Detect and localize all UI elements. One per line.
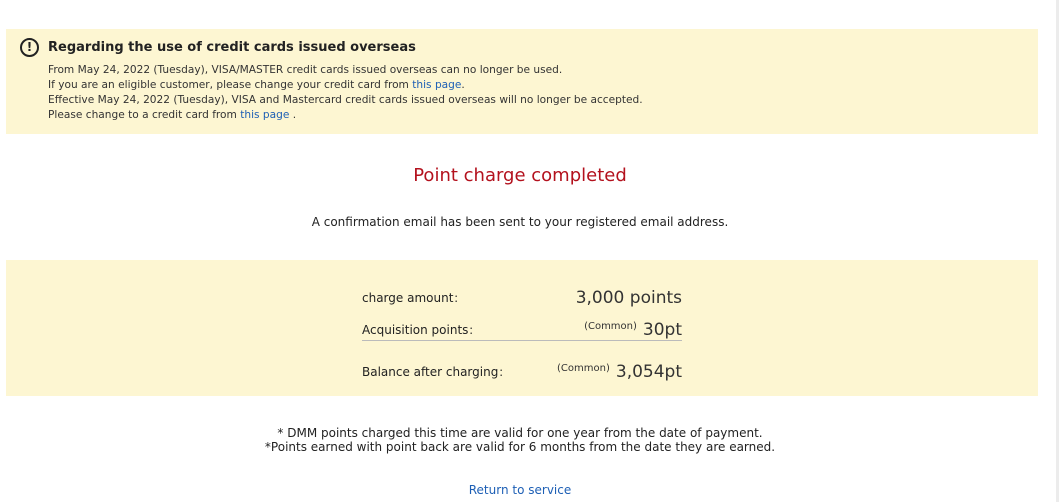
balance-tag: (Common) (557, 363, 610, 374)
acquisition-points-label: Acquisition points： (362, 323, 481, 337)
balance-row (362, 354, 682, 382)
acquisition-points-row (362, 312, 682, 340)
charge-amount-value: 3,000 points (575, 288, 682, 308)
confirmation-message: A confirmation email has been sent to your registered email address. (311, 215, 729, 229)
balance-value-wrap (557, 362, 682, 382)
notice-line-2-suffix: . (461, 79, 465, 91)
change-card-link-1[interactable]: this page (412, 79, 462, 91)
return-link-wrap (0, 483, 1040, 497)
acquisition-points-value-wrap (584, 320, 682, 340)
page-title: Point charge completed (413, 165, 627, 186)
overseas-card-notice (6, 29, 1038, 134)
notice-line-1: From May 24, 2022 (Tuesday), VISA/MASTER credit cards issued overseas can no longer be used. (48, 64, 563, 76)
notice-line-4 (48, 108, 643, 123)
exclamation-circle-icon: ! (20, 38, 39, 57)
notice-line-3: Effective May 24, 2022 (Tuesday), VISA and Mastercard credit cards issued overseas will no longer be accepted. (48, 94, 643, 106)
notice-title: Regarding the use of credit cards issued overseas (48, 40, 416, 55)
note-line-1: * DMM points charged this time are valid for one year from the date of payment. (277, 426, 763, 440)
acquisition-points-value: 30pt (642, 320, 682, 340)
notice-line-2 (48, 78, 643, 93)
charge-amount-row (362, 280, 682, 308)
return-to-service-link[interactable]: Return to service (468, 483, 572, 497)
summary-divider (362, 340, 682, 341)
balance-value: 3,054pt (615, 362, 682, 382)
validity-notes (0, 426, 1040, 454)
note-line-2: *Points earned with point back are valid for 6 months from the date they are earned. (264, 440, 776, 454)
balance-label: Balance after charging： (362, 365, 511, 379)
notice-line-4-suffix: . (289, 109, 297, 121)
charge-summary (6, 260, 1038, 396)
notice-body (48, 63, 643, 123)
change-card-link-2[interactable]: this page (240, 109, 290, 121)
acquisition-points-tag: (Common) (584, 321, 637, 332)
charge-amount-label: charge amount： (362, 291, 466, 305)
notice-line-2-text: If you are an eligible customer, please change your credit card from (48, 79, 413, 91)
notice-line-4-text: Please change to a credit card from (48, 109, 241, 121)
